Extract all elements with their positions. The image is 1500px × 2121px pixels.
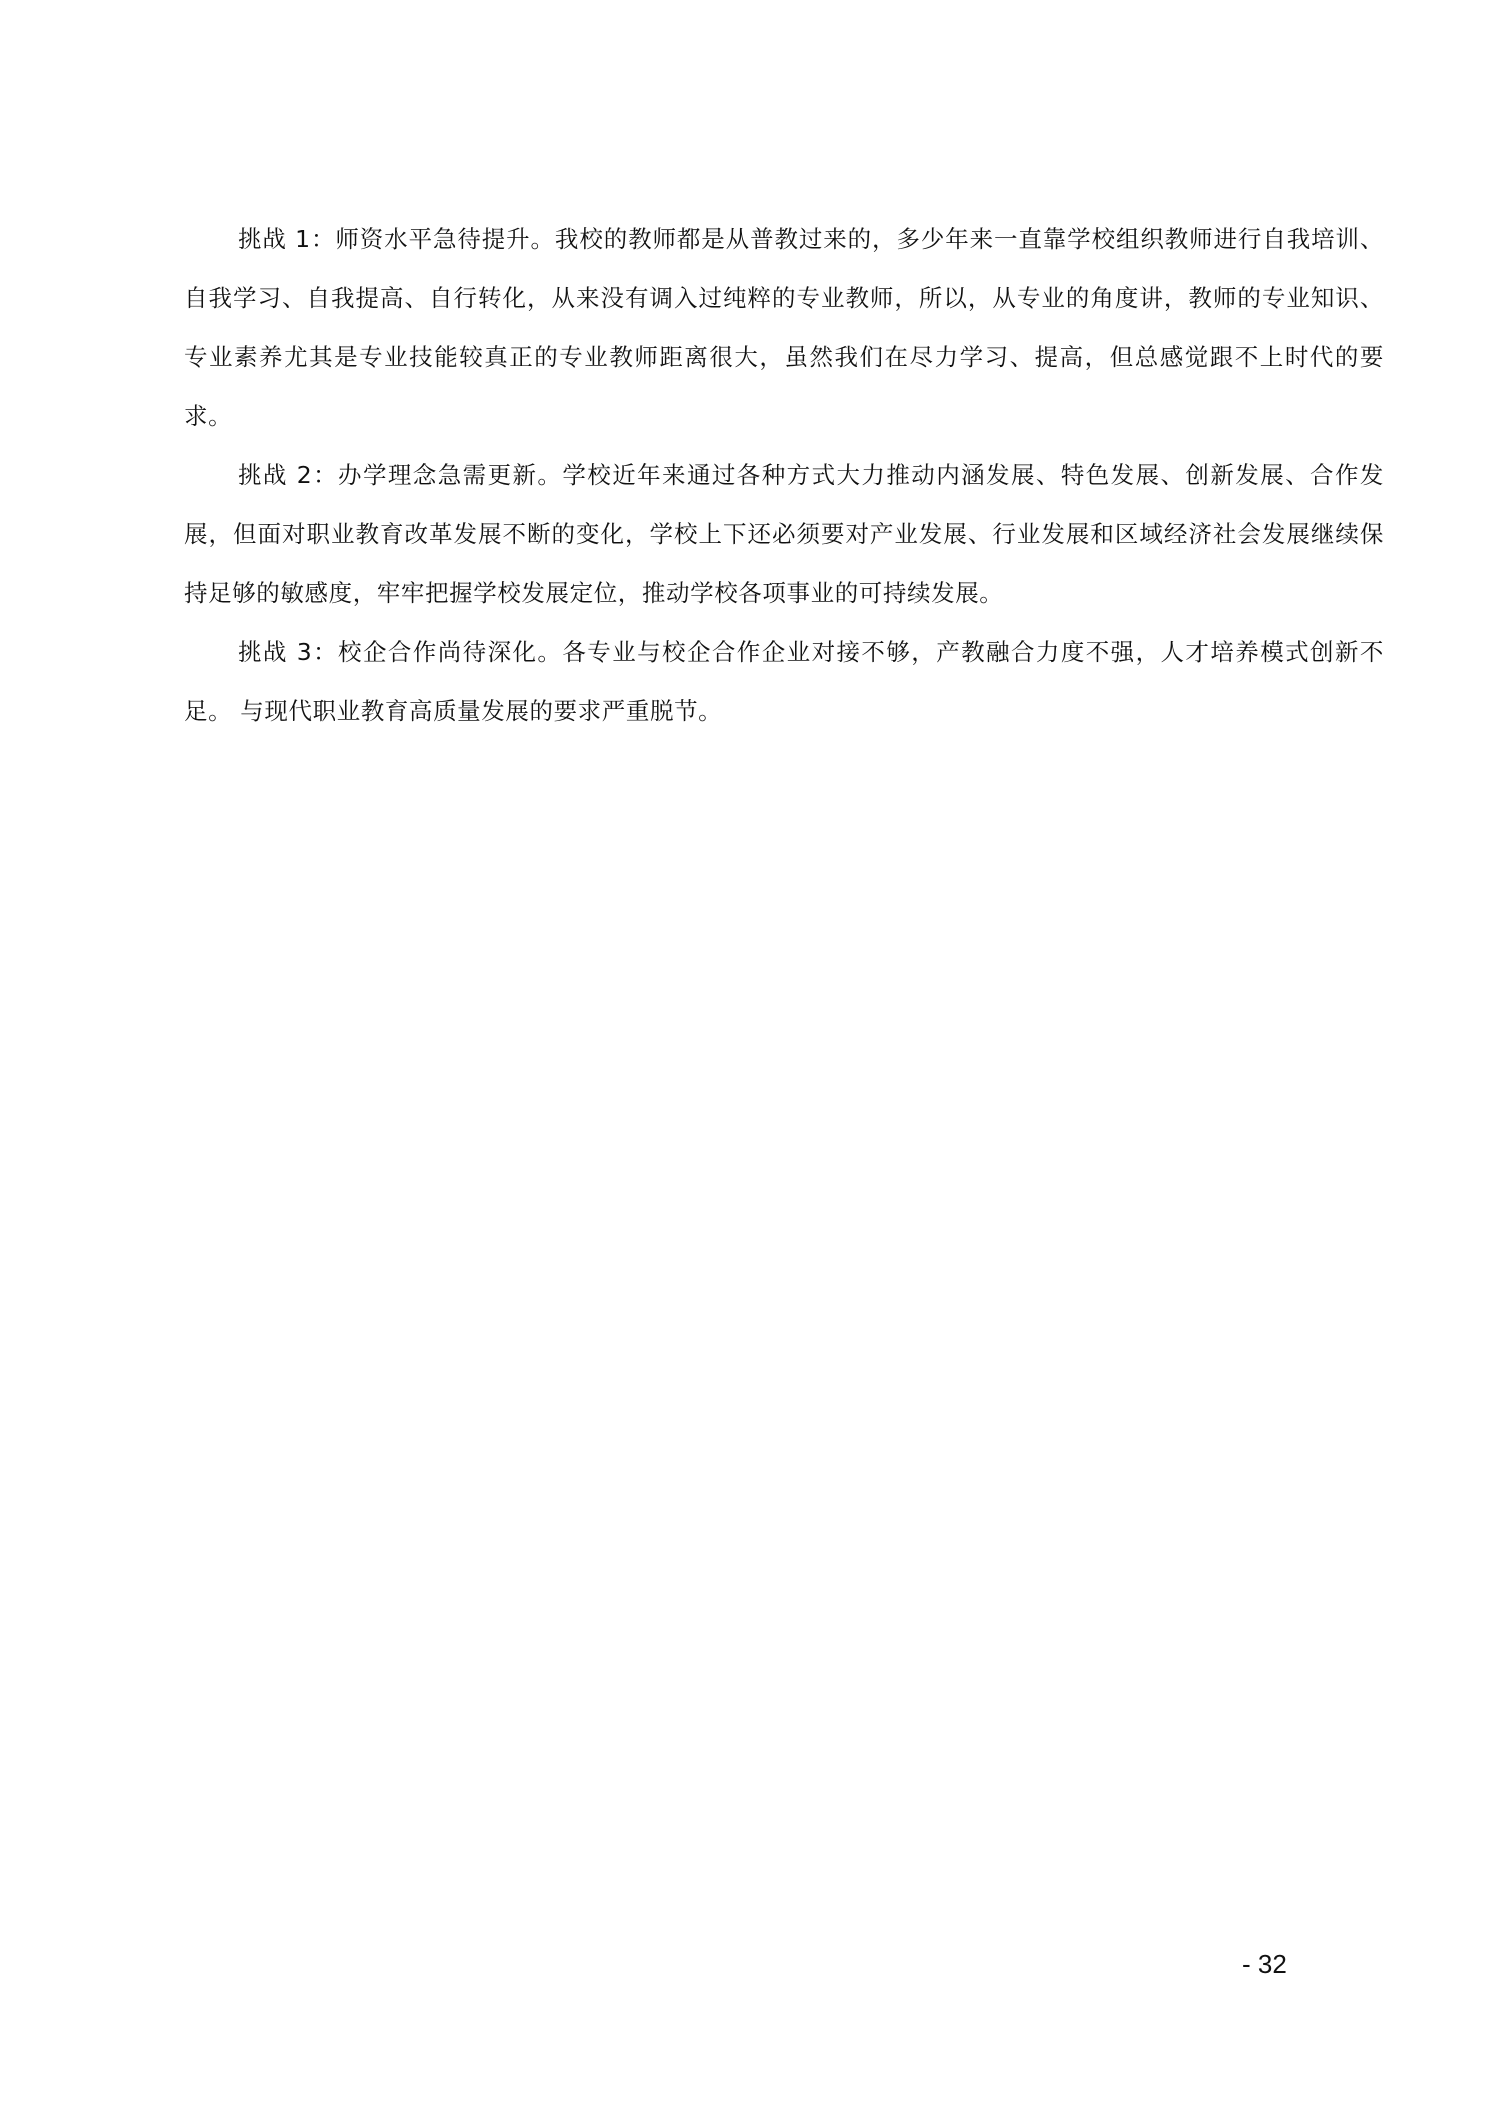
challenge-1-paragraph: 挑战 1：师资水平急待提升。我校的教师都是从普教过来的，多少年来一直靠学校组织教师进行自我培训、自我学习、自我提高、自行转化，从来没有调入过纯粹的专业教师，所以，从专业的角度讲，教师的专业知识、专业素养尤其是专业技能较真正的专业教师距离很大，虽然我们在尽力学习、提高，但总感觉跟不上时代的要求。 — [184, 225, 1384, 430]
challenge-2-paragraph: 挑战 2：办学理念急需更新。学校近年来通过各种方式大力推动内涵发展、特色发展、创新发展、合作发展，但面对职业教育改革发展不断的变化，学校上下还必须要对产业发展、行业发展和区域经济社会发展继续保持足够的敏感度，牢牢把握学校发展定位，推动学校各项事业的可持续发展。 — [184, 461, 1384, 607]
challenge-3-paragraph: 挑战 3：校企合作尚待深化。各专业与校企合作企业对接不够，产教融合力度不强，人才培养模式创新不足。 与现代职业教育高质量发展的要求严重脱节。 — [184, 638, 1384, 725]
page-number: - 32 — [1242, 1949, 1287, 1979]
document-body — [184, 210, 1384, 741]
